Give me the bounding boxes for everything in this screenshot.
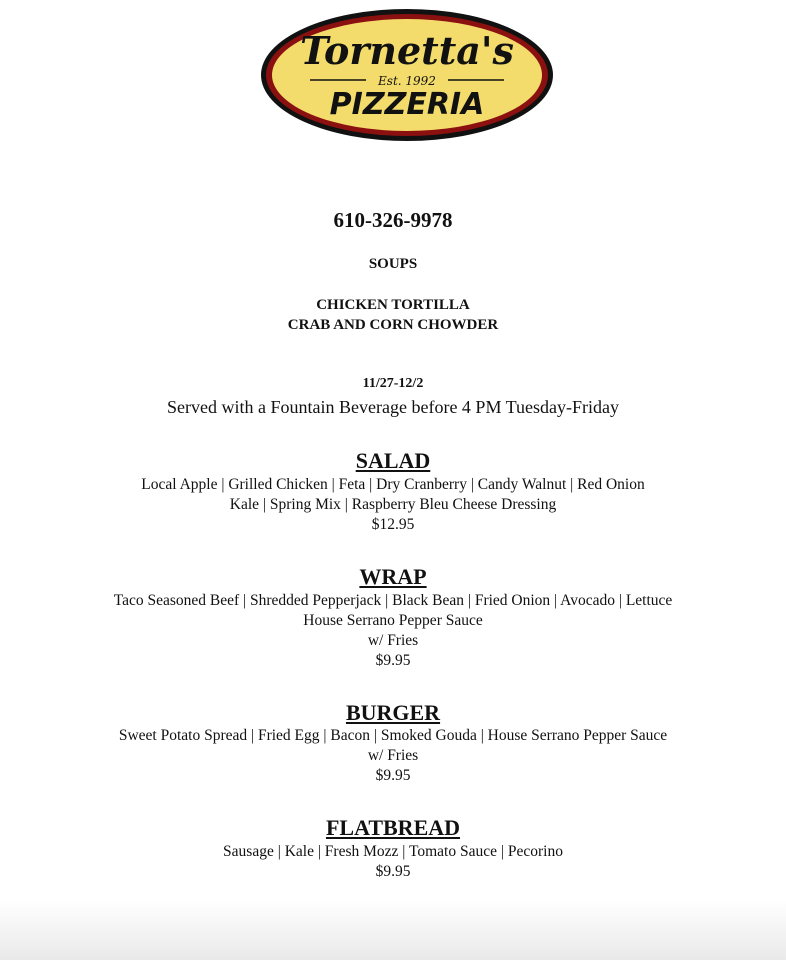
special-note: Served with a Fountain Beverage before 4 PM Tuesday-Friday xyxy=(167,397,619,417)
burger-side: w/ Fries xyxy=(367,747,419,764)
soup-item: CHICKEN TORTILLA xyxy=(316,297,470,313)
wrap-side: w/ Fries xyxy=(367,632,419,649)
salad-price: $12.95 xyxy=(371,516,415,533)
wrap-heading: WRAP xyxy=(359,564,427,589)
bottom-shadow xyxy=(0,900,786,960)
salad-details xyxy=(0,475,786,535)
flatbread-details xyxy=(0,842,786,882)
logo-name-text: Tornetta's xyxy=(300,28,514,73)
soups-heading: SOUPS xyxy=(368,256,418,272)
burger-details xyxy=(0,726,786,786)
wrap-price: $9.95 xyxy=(375,652,411,669)
soups-list xyxy=(0,295,786,335)
salad-ingredients-line: Local Apple | Grilled Chicken | Feta | Dry Cranberry | Candy Walnut | Red Onion xyxy=(141,476,645,493)
flatbread-price: $9.95 xyxy=(375,863,411,880)
flatbread-heading: FLATBREAD xyxy=(325,815,461,840)
logo-est-text: Est. 1992 xyxy=(378,74,436,88)
special-dates: 11/27-12/2 xyxy=(362,376,424,391)
wrap-details xyxy=(0,591,786,671)
tornettas-pizzeria-logo xyxy=(258,6,556,144)
salad-ingredients-line: Kale | Spring Mix | Raspberry Bleu Cheese Dressing xyxy=(229,496,557,513)
burger-price: $9.95 xyxy=(375,767,411,784)
burger-ingredients-line: Sweet Potato Spread | Fried Egg | Bacon | Smoked Gouda | House Serrano Pepper Sauce xyxy=(118,727,668,744)
burger-heading: BURGER xyxy=(345,700,441,725)
wrap-ingredients-line: House Serrano Pepper Sauce xyxy=(303,612,483,629)
salad-heading: SALAD xyxy=(355,448,431,473)
soup-item: CRAB AND CORN CHOWDER xyxy=(287,317,499,333)
wrap-ingredients-line: Taco Seasoned Beef | Shredded Pepperjack | Black Bean | Fried Onion | Avocado | Lettuce xyxy=(113,592,673,609)
phone-number: 610-326-9978 xyxy=(333,208,453,232)
logo-pizzeria-text: PIZZERIA xyxy=(329,87,485,122)
flatbread-ingredients-line: Sausage | Kale | Fresh Mozz | Tomato Sauce | Pecorino xyxy=(223,843,563,860)
